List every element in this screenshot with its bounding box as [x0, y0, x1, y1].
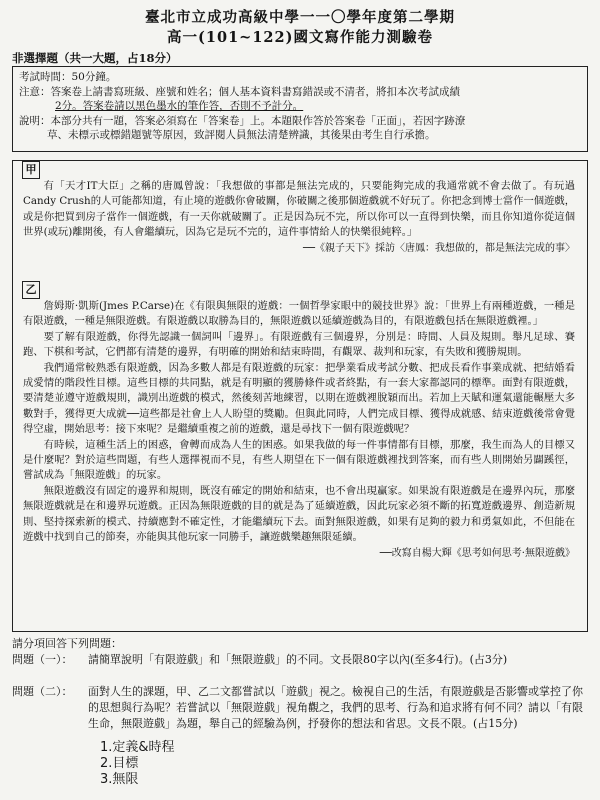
- question-2-text: 面對人生的課題，甲、乙二文都嘗試以「遊戲」視之。檢視自己的生活，有限遊戲是否影響或掌控了你的思想與行為呢？若嘗試以「無限遊戲」視角觀之，我們的思考、行為和追求將有何不同？請以「有限生命，無限遊戲」為題，舉自己的經驗為例，抒發你的想法和省思。文長不限。(占15分): [88, 685, 583, 730]
- questions-intro: 請分項回答下列問題：: [12, 637, 122, 650]
- handwritten-line-1: 1.定義&時程: [100, 740, 175, 755]
- passage-yi-para-4: 有時候，這種生活上的困惑，會轉而成為人生的困惑。如果我做的每一件事情都有目標，那麼，我生而為人的目標又是什麼呢？對於這些問題，有些人選擇視而不見，有些人期望在下一個有限遊戲裡找到答案，而有些人則開始另闢蹊徑，嘗試成為「無限遊戲」的玩家。: [23, 438, 575, 482]
- question-1-text: 請簡單說明「有限遊戲」和「無限遊戲」的不同。文長限80字以內(至多4行)。(占3分): [88, 653, 508, 666]
- passage-yi-label: 乙: [22, 281, 40, 299]
- passage-jia: [23, 179, 575, 256]
- question-1: [12, 652, 588, 668]
- school-title: 臺北市立成功高級中學一一〇學年度第二學期: [145, 9, 455, 26]
- handwritten-line-3: 3.無限: [100, 772, 139, 787]
- passage-yi-para-5: 無限遊戲沒有固定的邊界和規則，既沒有確定的開始和結束，也不會出現贏家。如果說有限遊戲是在邊界內玩，那麼無限遊戲就是在和邊界玩遊戲。正因為無限遊戲的目的就是為了延續遊戲，因此玩家必須不斷的拓寬遊戲邊界、創造新規則、堅持探索新的模式、持續應對不確定性，才能繼續玩下去。面對無限遊戲，如果有足夠的毅力和勇氣如此，不但能在遊戲中找到自己的節奏，亦能與其他玩家一同勝手，讓遊戲樂趣無限延續。: [23, 484, 575, 544]
- note-line-1: 注意：答案卷上請書寫班級、座號和姓名；個人基本資料書寫錯誤或不清者，將扣本次考試成績: [19, 85, 460, 98]
- exam-time: 考試時間：50分鐘。: [19, 71, 117, 83]
- explain-line-2: 草、未標示或標錯題號等原因，致評閱人員無法清楚辨識，其後果由考生自行承擔。: [47, 129, 436, 141]
- passage-yi-para-2: 要了解有限遊戲，你得先認識一個詞叫「邊界」。有限遊戲有三個邊界，分別是：時間、人員及規則。舉凡足球、賽跑、下棋和考試，它們都有清楚的邊界，有明確的開始和結束時間，有觀眾、裁判和玩家，有失敗和獲勝規則。: [23, 330, 575, 359]
- explain-line-1: 說明：本部分共有一題，答案必須寫在「答案卷」上。本題限作答於答案卷「正面」，若因字跡潦: [19, 114, 466, 127]
- passage-yi-source: ──改寫自楊大輝《思考如何思考·無限遊戲》: [379, 547, 575, 559]
- handwritten-line-2: 2.目標: [100, 756, 139, 771]
- question-1-label: 問題（一）：: [12, 653, 73, 666]
- section-title: 非選擇題（共一大題，占18分）: [12, 51, 178, 65]
- passage-jia-text: 有「天才IT大臣」之稱的唐鳳曾說：「我想做的事都是無法完成的，只要能夠完成的我通常就不會去做了。有玩過Candy Crush的人可能都知道，有止境的遊戲你會破關，你破關之後那個遊戲就不好玩了。你把念到博士當作一個遊戲，或是你把買到房子當作一個遊戲，有一天你就破關了。正是因為玩不完，所以你可以一直得到快樂，而且你知道你從這個世界(或玩)離開後，有人會繼續玩，因為它是玩不完的，這件事情給人的快樂很純粹。」: [23, 180, 575, 239]
- question-2: [12, 684, 588, 732]
- passage-jia-label: 甲: [22, 161, 40, 179]
- question-2-label: 問題（二）：: [12, 685, 73, 698]
- questions-section: [12, 636, 588, 732]
- passage-yi: [23, 299, 575, 561]
- passage-jia-source: ──《親子天下》採訪〈唐鳳：我想做的，都是無法完成的事〉: [302, 242, 575, 254]
- passage-yi-para-3: 我們通常較熟悉有限遊戲，因為多數人都是有限遊戲的玩家：把學業看成考試分數、把成長看作事業成就、把結婚看成愛情的階段性目標。這些目標的共同點，就是有明顯的獲勝條件或者終點，有一套大家都認同的標準。面對有限遊戲，要清楚並遵守遊戲規則，識別出遊戲的模式，然後刻苦地練習，以期在遊戲裡脫穎而出。若加上天賦和運氣還能輾壓大多數對手，獲得更大成就──這些都是社會上人人盼望的獎勵。但與此同時，人們完成目標、獲得成就感、結束遊戲後常會覺得空虛，開始思考：接下來呢？是繼續重複之前的遊戲，還是尋找下一個有限遊戲呢？: [23, 361, 575, 436]
- passage-yi-para-1: 詹姆斯·凱斯(Jmes P.Carse)在《有限與無限的遊戲：一個哲學家眼中的競技世界》說：「世界上有兩種遊戲，一種是有限遊戲，一種是無限遊戲。有限遊戲以取勝為目的，無限遊戲以延續遊戲為目的，有限遊戲包括在無限遊戲裡。」: [23, 300, 575, 328]
- note-line-2: 2分。答案卷請以黑色墨水的筆作答，否則不予計分。: [55, 100, 304, 112]
- instructions-box: [12, 66, 588, 152]
- handwritten-notes: [100, 740, 175, 788]
- reading-passages: [12, 160, 588, 632]
- exam-title: 高一(101~122)國文寫作能力測驗卷: [167, 29, 433, 46]
